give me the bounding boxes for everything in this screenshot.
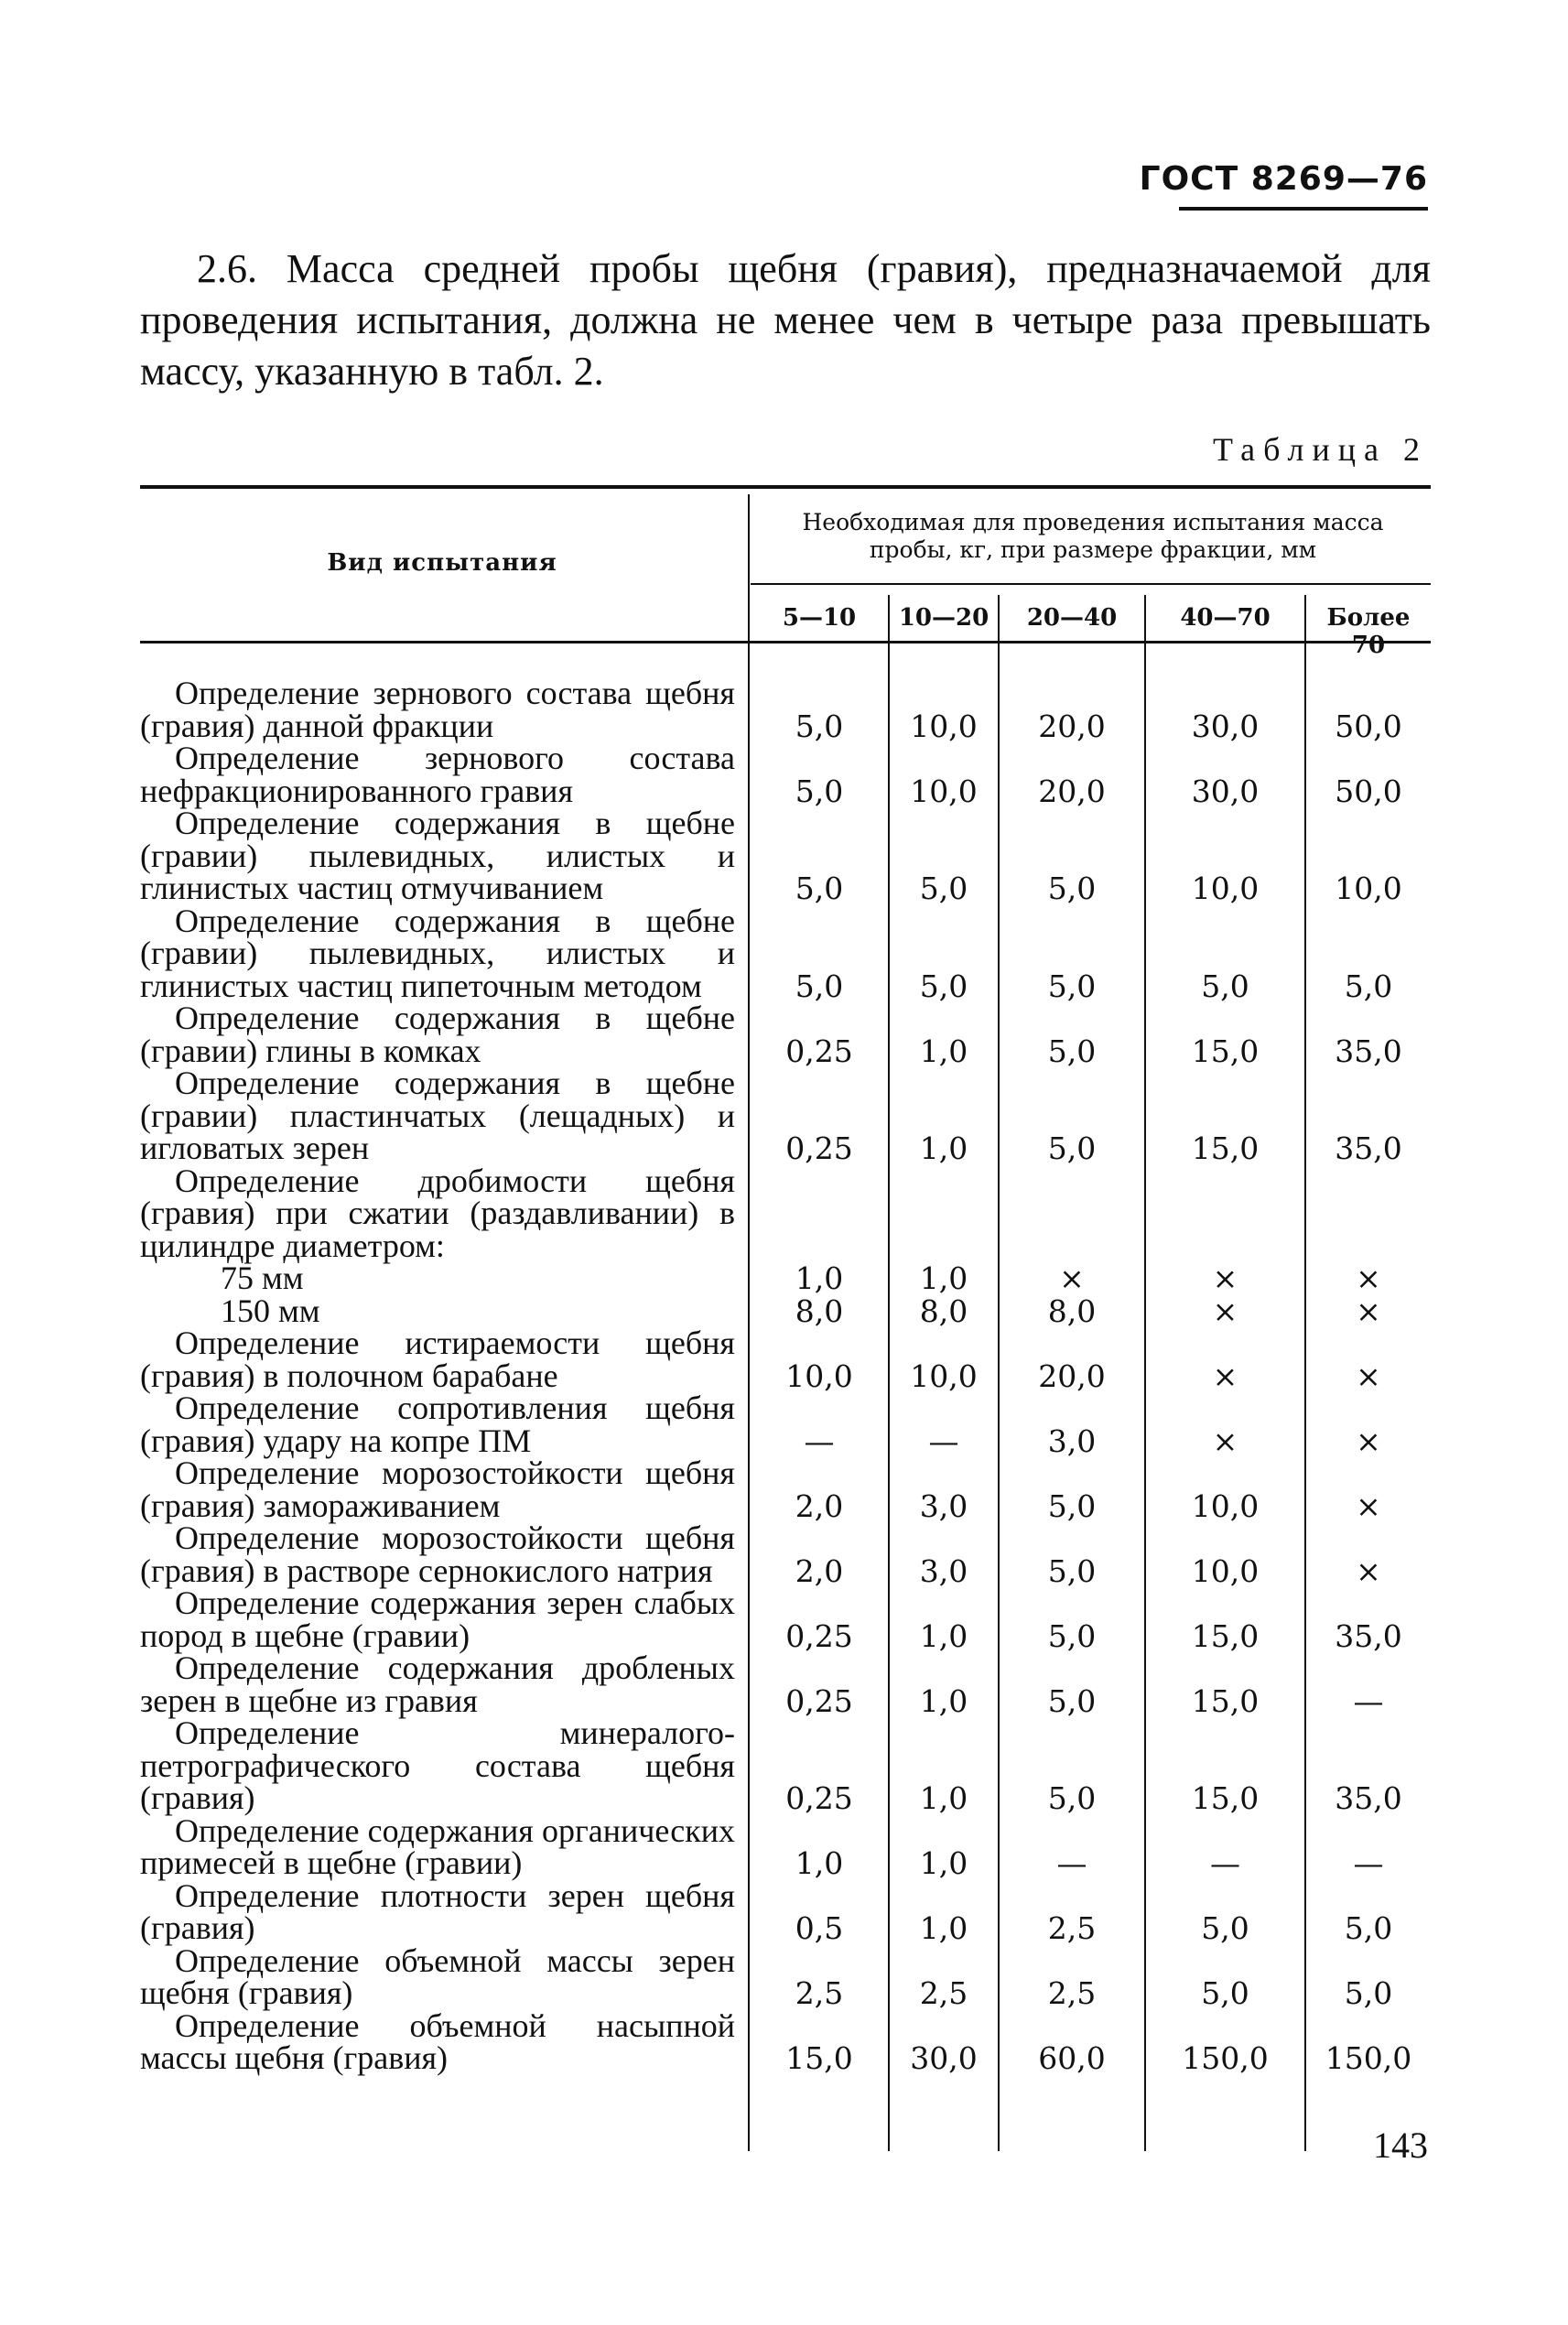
mass-value-cell: 5,0 (919, 968, 968, 1004)
mass-value-cell: 5,0 (1047, 1682, 1097, 1719)
mass-value-cell: 60,0 (1038, 2040, 1106, 2076)
mass-value-cell: 8,0 (795, 1292, 844, 1329)
table-row (140, 1067, 1431, 1165)
mass-value-cell: 1,0 (919, 1130, 968, 1166)
fraction-header: 40—70 (1180, 604, 1271, 632)
table-row (140, 1454, 1431, 1524)
mass-value-cell: 35,0 (1335, 1780, 1402, 1816)
mass-value-cell: 0,25 (785, 1130, 853, 1166)
test-type-cell: Определение минералого-петрографического состава щебня (гравия) (140, 1714, 735, 1816)
mass-value-cell: — (1353, 1845, 1384, 1881)
mass-value-cell: 2,5 (1047, 1975, 1097, 2011)
mass-value-cell: 15,0 (1191, 1033, 1260, 1069)
table-subrow (140, 1262, 1431, 1295)
table-top-rule (140, 485, 1431, 489)
mass-value-cell: 15,0 (785, 2040, 853, 2076)
mass-value-cell: 30,0 (1191, 773, 1260, 809)
mass-value-cell: 10,0 (910, 773, 978, 809)
mass-value-cell: 5,0 (795, 871, 844, 906)
table-body (140, 677, 1431, 2075)
mass-value-cell: 10,0 (1191, 871, 1260, 906)
mass-value-cell: 150,0 (1325, 2040, 1412, 2076)
mass-value-cell: × (1212, 1260, 1238, 1296)
table-header-rule (140, 641, 1431, 643)
table-row (140, 1649, 1431, 1719)
mass-value-cell: 2,0 (795, 1487, 844, 1524)
mass-value-cell: 1,0 (919, 1260, 968, 1296)
test-type-cell: Определение зернового состава щебня (гравия) данной фракции (140, 675, 735, 744)
mass-value-cell: 5,0 (1047, 1033, 1097, 1069)
mass-value-cell: 1,0 (919, 1682, 968, 1719)
test-type-cell: Определение содержания зерен слабых пород в щебне (гравии) (140, 1584, 735, 1654)
mass-value-cell: × (1212, 1422, 1238, 1459)
mass-value-cell: 15,0 (1191, 1780, 1260, 1816)
fraction-header: 20—40 (1026, 604, 1118, 632)
table-row (140, 807, 1431, 905)
mass-value-cell: 5,0 (795, 773, 844, 809)
data-table (140, 485, 1431, 2151)
table-row (140, 677, 1431, 742)
document-header: ГОСТ 8269—76 (1139, 160, 1428, 198)
mass-value-cell: 50,0 (1335, 708, 1402, 744)
test-type-cell: Определение содержания в щебне (гравии) пластинчатых (лещадных) и игловатых зерен (140, 1065, 735, 1166)
column-header-mass-line1: Необходимая для проведения испытания масса (802, 509, 1384, 535)
mass-value-cell: 35,0 (1335, 1617, 1402, 1654)
table-label: Таблица 2 (1213, 431, 1428, 468)
mass-value-cell: 5,0 (1344, 1975, 1393, 2011)
test-type-cell: Определение объемной насыпной массы щебня (гравия) (140, 2006, 735, 2076)
diameter-label: 75 мм (221, 1260, 304, 1296)
mass-value-cell: 3,0 (919, 1487, 968, 1524)
mass-value-cell: 1,0 (919, 1617, 968, 1654)
mass-value-cell: 3,0 (919, 1552, 968, 1589)
mass-value-cell: 15,0 (1191, 1682, 1260, 1719)
mass-value-cell: 5,0 (1047, 1780, 1097, 1816)
mass-value-cell: 5,0 (1201, 1975, 1249, 2011)
mass-value-cell: 2,5 (919, 1975, 968, 2011)
test-type-cell: Определение дробимости щебня (гравия) при сжатии (раздавливании) в цилиндре диаметром: (140, 1162, 735, 1264)
mass-value-cell: 8,0 (1047, 1292, 1097, 1329)
mass-value-cell: 2,5 (795, 1975, 844, 2011)
mass-value-cell: 10,0 (1191, 1487, 1260, 1524)
mass-value-cell: 1,0 (919, 1845, 968, 1881)
mass-value-cell: 5,0 (1344, 1910, 1393, 1946)
table-row (140, 1392, 1431, 1457)
mass-value-cell: 5,0 (1047, 968, 1097, 1004)
test-type-cell: Определение истираемости щебня (гравия) в полочном барабане (140, 1325, 735, 1394)
mass-value-cell: 10,0 (1191, 1552, 1260, 1589)
mass-value-cell: 1,0 (919, 1033, 968, 1069)
table-row (140, 1584, 1431, 1654)
mass-value-cell: 2,0 (795, 1552, 844, 1589)
mass-value-cell: 50,0 (1335, 773, 1402, 809)
page-number: 143 (1373, 2125, 1428, 2166)
mass-value-cell: 10,0 (1335, 871, 1402, 906)
fraction-header: 10—20 (898, 604, 989, 632)
mass-value-cell: 5,0 (795, 968, 844, 1004)
mass-value-cell: 10,0 (785, 1357, 853, 1394)
mass-value-cell: 0,25 (785, 1617, 853, 1654)
mass-value-cell: 30,0 (1191, 708, 1260, 744)
mass-value-cell: 3,0 (1047, 1422, 1097, 1459)
test-type-cell: Определение содержания в щебне (гравии) пылевидных, илистых и глинистых частиц пипеточным методом (140, 902, 735, 1004)
table-row (140, 1876, 1431, 1946)
test-type-cell: Определение сопротивления щебня (гравия) удару на копре ПМ (140, 1390, 735, 1459)
mass-value-cell: 5,0 (1047, 871, 1097, 906)
mass-value-cell: 30,0 (910, 2040, 978, 2076)
mass-value-cell: 5,0 (1344, 968, 1393, 1004)
mass-value-cell: 5,0 (1047, 1617, 1097, 1654)
mass-value-cell: 5,0 (1201, 968, 1249, 1004)
mass-value-cell: 5,0 (1201, 1910, 1249, 1946)
table-row (140, 1327, 1431, 1392)
mass-value-cell: 15,0 (1191, 1617, 1260, 1654)
intro-paragraph (140, 243, 1431, 397)
mass-value-cell: 5,0 (1047, 1552, 1097, 1589)
column-header-mass-line2: пробы, кг, при размере фракции, мм (869, 536, 1317, 563)
mass-value-cell: 35,0 (1335, 1130, 1402, 1166)
mass-value-cell: × (1356, 1260, 1381, 1296)
mass-value-cell: 1,0 (919, 1780, 968, 1816)
mass-value-cell: 5,0 (1047, 1130, 1097, 1166)
test-type-cell: Определение морозостойкости щебня (гравия) в растворе сернокислого натрия (140, 1519, 735, 1589)
test-type-cell: Определение морозостойкости щебня (гравия) замораживанием (140, 1454, 735, 1524)
mass-value-cell: 0,25 (785, 1033, 853, 1069)
test-type-cell: Определение плотности зерен щебня (гравия) (140, 1876, 735, 1946)
table-row (140, 1811, 1431, 1881)
mass-value-cell: × (1356, 1357, 1381, 1394)
mass-value-cell: 1,0 (795, 1845, 844, 1881)
mass-value-cell: × (1212, 1292, 1238, 1329)
mass-value-cell: — (928, 1422, 959, 1459)
mass-value-cell: 20,0 (1038, 1357, 1106, 1394)
mass-value-cell: — (1353, 1682, 1384, 1719)
table-row (140, 902, 1431, 1004)
table-row (140, 1714, 1431, 1816)
column-header-test-type: Вид испытания (327, 549, 557, 577)
fraction-header: 5—10 (782, 604, 857, 632)
table-row (140, 1519, 1431, 1589)
mass-value-cell: 10,0 (910, 708, 978, 744)
mass-value-cell: × (1356, 1292, 1381, 1329)
mass-value-cell: 5,0 (795, 708, 844, 744)
mass-value-cell: 150,0 (1182, 2040, 1269, 2076)
intro-text: 2.6. Масса средней пробы щебня (гравия), предназначаемой для проведения испытания, должна не менее чем в четыре раза превышать массу, указанную в табл. 2. (140, 246, 1431, 394)
table-subheader-rule (751, 583, 1431, 585)
table-row (140, 2006, 1431, 2076)
mass-value-cell: 0,25 (785, 1780, 853, 1816)
mass-value-cell: 5,0 (919, 871, 968, 906)
header-rule (1179, 207, 1428, 211)
mass-value-cell: 1,0 (795, 1260, 844, 1296)
mass-value-cell: — (804, 1422, 835, 1459)
mass-value-cell: 20,0 (1038, 708, 1106, 744)
mass-value-cell: 20,0 (1038, 773, 1106, 809)
table-subrow (140, 1292, 1431, 1329)
mass-value-cell: 2,5 (1047, 1910, 1097, 1946)
mass-value-cell: — (1056, 1845, 1087, 1881)
diameter-label: 150 мм (221, 1292, 320, 1329)
mass-value-cell: × (1059, 1260, 1085, 1296)
test-type-cell: Определение зернового состава нефракционированного гравия (140, 740, 735, 809)
mass-value-cell: 8,0 (919, 1292, 968, 1329)
mass-value-cell: — (1210, 1845, 1240, 1881)
table-row (140, 742, 1431, 807)
test-type-cell: Определение содержания дробленых зерен в щебне из гравия (140, 1649, 735, 1719)
test-type-cell: Определение объемной массы зерен щебня (гравия) (140, 1941, 735, 2011)
mass-value-cell: × (1356, 1552, 1381, 1589)
table-row (140, 1002, 1431, 1067)
test-type-cell: Определение содержания органических примесей в щебне (гравии) (140, 1811, 735, 1881)
test-type-cell: Определение содержания в щебне (гравии) пылевидных, илистых и глинистых частиц отмучиванием (140, 805, 735, 906)
mass-value-cell: 10,0 (910, 1357, 978, 1394)
mass-value-cell: × (1356, 1487, 1381, 1524)
mass-value-cell: × (1212, 1357, 1238, 1394)
mass-value-cell: × (1356, 1422, 1381, 1459)
mass-value-cell: 15,0 (1191, 1130, 1260, 1166)
table-row (140, 1941, 1431, 2011)
mass-value-cell: 0,25 (785, 1682, 853, 1719)
fraction-header: Более 70 (1326, 604, 1411, 659)
mass-value-cell: 5,0 (1047, 1487, 1097, 1524)
test-type-cell: Определение содержания в щебне (гравии) глины в комках (140, 1000, 735, 1069)
mass-value-cell: 0,5 (795, 1910, 844, 1946)
table-row (140, 1162, 1431, 1264)
column-header-mass (755, 509, 1431, 564)
mass-value-cell: 1,0 (919, 1910, 968, 1946)
mass-value-cell: 35,0 (1335, 1033, 1402, 1069)
